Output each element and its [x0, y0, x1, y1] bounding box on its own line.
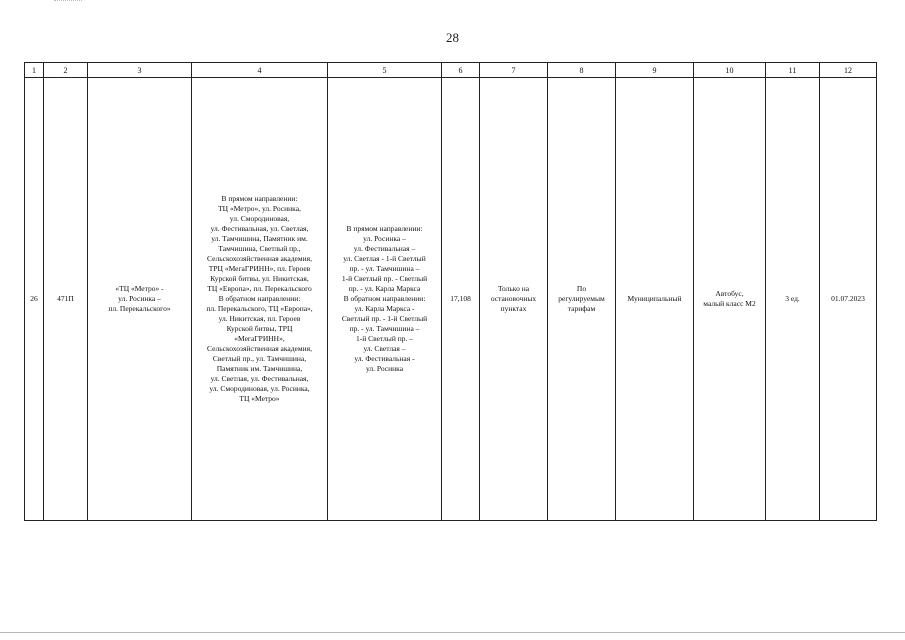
bottom-scan-line	[0, 632, 905, 633]
vehicle-class: Автобус, малый класс М2	[694, 78, 766, 521]
column-number-11: 11	[766, 63, 820, 78]
row-number: 26	[25, 78, 44, 521]
column-number-1: 1	[25, 63, 44, 78]
column-number-12: 12	[820, 63, 877, 78]
route-length: 17,108	[442, 78, 480, 521]
route-stops-list: В прямом направлении: ТЦ «Метро», ул. Росинка, ул. Смородиновая, ул. Фестивальная, ул. Светлая, ул. Тамчишина, Памятник им. Тамчишина, Светлый пр., Сельскохозяйственная академия, ТРЦ «МегаГРИНН», пл. Героев Курской битвы, ул. Никитская, ТЦ «Европа», пл. Перекальского В обратном направлении: пл. Перекальского, ТЦ «Европа», ул. Никитская, пл. Героев Курской битвы, ТРЦ «МегаГРИНН», Сельскохозяйственная академия, Светлый пр., ул. Тамчишина, Памятник им. Тамчишина, ул. Светлая, ул. Фестивальная, ул. Смородиновая, ул. Росинка, ТЦ «Метро»	[192, 78, 328, 521]
carrier-type: Муниципальный	[616, 78, 694, 521]
route-registry-table	[24, 62, 877, 521]
column-number-6: 6	[442, 63, 480, 78]
boarding-order: Только на остановочных пунктах	[480, 78, 548, 521]
route-number: 471П	[44, 78, 88, 521]
column-number-9: 9	[616, 63, 694, 78]
column-number-2: 2	[44, 63, 88, 78]
column-number-8: 8	[548, 63, 616, 78]
start-date: 01.07.2023	[820, 78, 877, 521]
column-number-7: 7	[480, 63, 548, 78]
column-number-3: 3	[88, 63, 192, 78]
table-header-row	[25, 63, 877, 78]
tariff-type: По регулируемым тарифам	[548, 78, 616, 521]
route-name: «ТЦ «Метро» - ул. Росинка – пл. Перекальского»	[88, 78, 192, 521]
route-roads-list: В прямом направлении: ул. Росинка – ул. Фестивальная – ул. Светлая - 1-й Светлый пр. - ул. Тамчишина – 1-й Светлый пр. - Светлый пр. - ул. Карла Маркса В обратном направлении: ул. Карла Маркса - Светлый пр. - 1-й Светлый пр. - ул. Тамчишина – 1-й Светлый пр. – ул. Светлая – ул. Фестивальная - ул. Росинка	[328, 78, 442, 521]
scan-artifact	[54, 0, 82, 4]
table-row	[25, 78, 877, 521]
column-number-4: 4	[192, 63, 328, 78]
vehicle-count: 3 ед.	[766, 78, 820, 521]
column-number-5: 5	[328, 63, 442, 78]
column-number-10: 10	[694, 63, 766, 78]
page-number: 28	[446, 30, 459, 45]
